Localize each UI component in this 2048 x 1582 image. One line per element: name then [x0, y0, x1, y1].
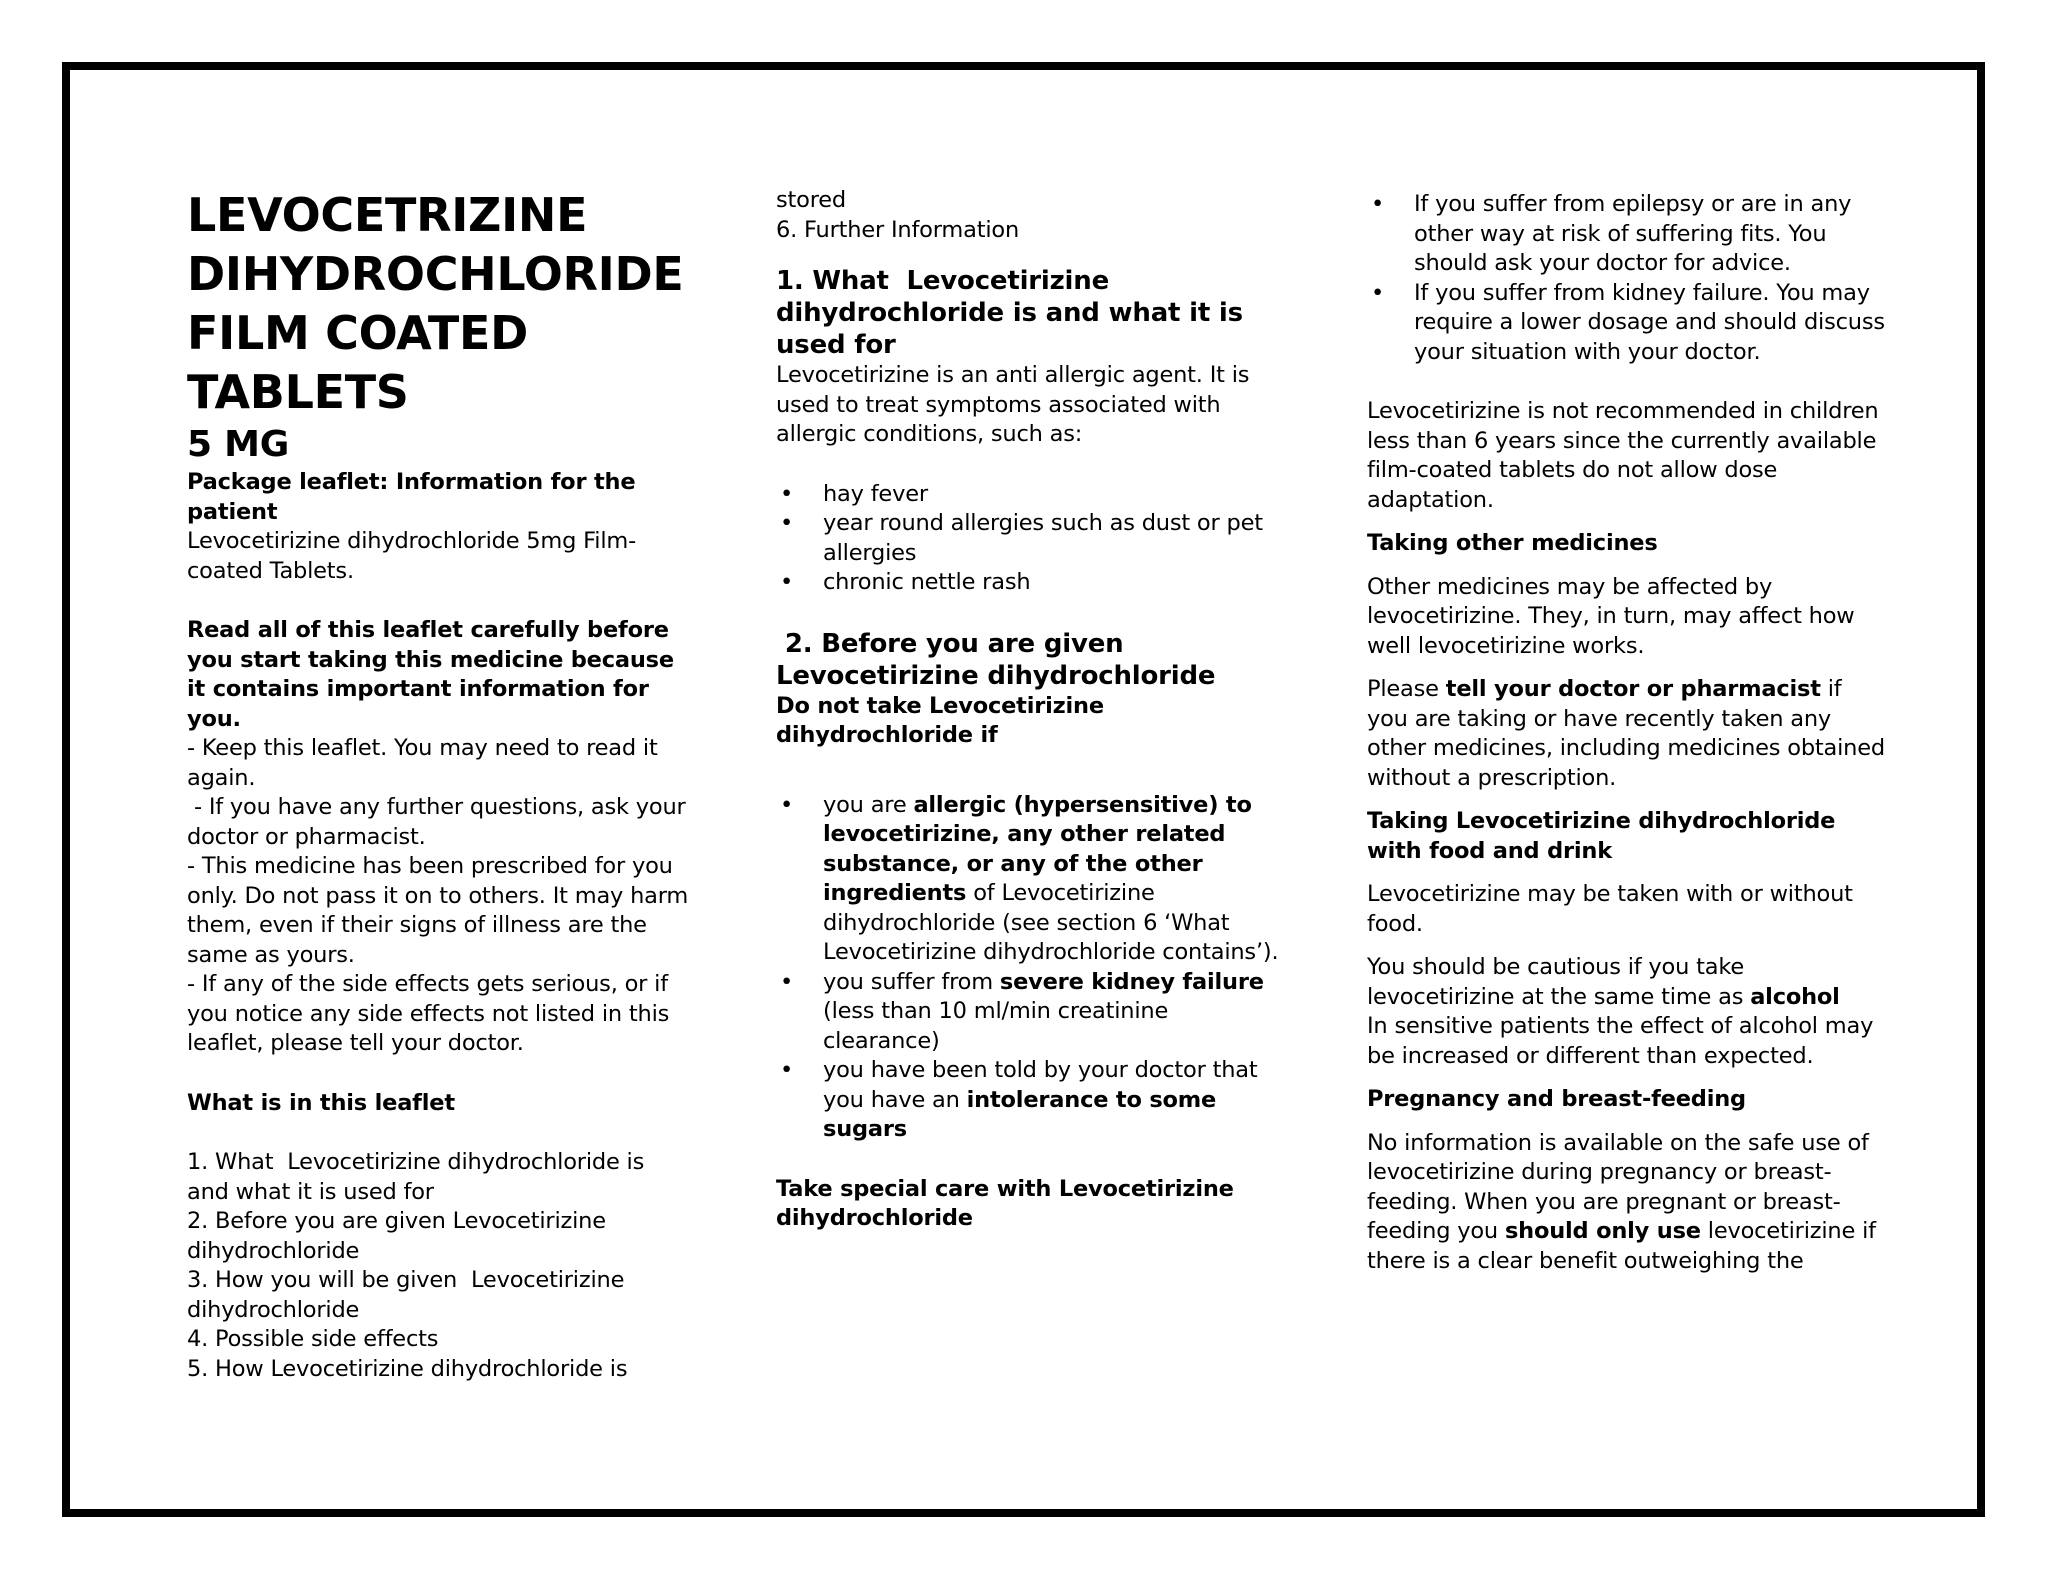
special-care-list	[1367, 190, 1887, 367]
contents-item: 5. How Levocetirizine dihydrochloride is	[187, 1355, 628, 1382]
children-note: Levocetirizine is not recommended in children less than 6 years since the currently available film-coated tablets do not allow dose adaptation.	[1367, 398, 1879, 513]
contents-item: 1. What Levocetirizine dihydrochloride is and what it is used for	[187, 1149, 652, 1205]
title-line: LEVOCETRIZINE	[187, 188, 588, 242]
strength: 5 MG	[187, 424, 290, 465]
column-1	[187, 186, 692, 1384]
do-not-take-heading: Do not take Levocetirizine dihydrochloride if	[776, 692, 1104, 748]
advice-item: - If you have any further questions, ask your doctor or pharmacist.	[187, 794, 693, 850]
special-care-heading: Take special care with Levocetirizine dihydrochloride	[776, 1175, 1234, 1231]
title-line: FILM COATED	[187, 306, 528, 360]
pregnancy-text: No information is available on the safe use of levocetirizine during pregnancy or breast-feeding. When you are pregnant or breast-feeding you should only use levocetirizine if there is a clear benefit outweighing the	[1367, 1129, 1876, 1274]
contents-item: 6. Further Information	[776, 216, 1020, 243]
uses-list	[776, 480, 1286, 598]
list-item: • If you suffer from kidney failure. You may require a lower dosage and should discuss your situation with your doctor.	[1367, 279, 1887, 368]
list-item: • chronic nettle rash	[776, 568, 1286, 598]
pregnancy-heading: Pregnancy and breast-feeding	[1367, 1086, 1746, 1112]
section-1-body: Levocetirizine is an anti allergic agent. It is used to treat symptoms associated with allergic conditions, such as:	[776, 362, 1250, 447]
advice-item: - Keep this leaflet. You may need to read it again.	[187, 735, 658, 791]
contents-item: 3. How you will be given Levocetirizine dihydrochloride	[187, 1267, 632, 1323]
contraindication-list	[776, 791, 1286, 1145]
leaflet-heading: Package leaflet: Information for the patient	[187, 469, 636, 525]
column-2	[776, 186, 1286, 1234]
product-name: Levocetirizine dihydrochloride 5mg Film-coated Tablets.	[187, 528, 637, 584]
contents-heading: What is in this leaflet	[187, 1089, 455, 1116]
section-2-heading: 2. Before you are given Levocetirizine dihydrochloride	[776, 628, 1216, 691]
food-heading: Taking Levocetirizine dihydrochloride with food and drink	[1367, 808, 1836, 864]
contents-item: stored	[776, 187, 846, 213]
title-line: TABLETS	[187, 365, 409, 419]
list-item: • you suffer from severe kidney failure (less than 10 ml/min creatinine clearance)	[776, 968, 1286, 1057]
column-3	[1367, 190, 1887, 1276]
list-item: • If you suffer from epilepsy or are in any other way at risk of suffering fits. You should ask your doctor for advice.	[1367, 190, 1887, 279]
list-item: • year round allergies such as dust or pet allergies	[776, 509, 1286, 568]
read-heading: Read all of this leaflet carefully before you start taking this medicine because it contains important information for you.	[187, 617, 674, 732]
advice-item: - This medicine has been prescribed for you only. Do not pass it on to others. It may harm them, even if their signs of illness are the same as yours.	[187, 853, 689, 968]
section-1-heading: 1. What Levocetirizine dihydrochloride is and what it is used for	[776, 266, 1252, 360]
list-item: • you have been told by your doctor that you have an intolerance to some sugars	[776, 1056, 1286, 1145]
contents-item: 4. Possible side effects	[187, 1326, 439, 1352]
list-item: • hay fever	[776, 480, 1286, 510]
contents-item: 2. Before you are given Levocetirizine dihydrochloride	[187, 1208, 606, 1264]
alcohol-text: You should be cautious if you take levocetirizine at the same time as alcohol In sensitive patients the effect of alcohol may be increased or different than expected.	[1367, 954, 1874, 1069]
food-body: Levocetirizine may be taken with or without food.	[1367, 881, 1853, 937]
tell-doctor-text: Please tell your doctor or pharmacist if you are taking or have recently taken any other medicines, including medicines obtained without a prescription.	[1367, 676, 1885, 791]
list-item: • you are allergic (hypersensitive) to levocetirizine, any other related substance, or any of the other ingredients of Levocetirizine dihydrochloride (see section 6 ‘What Levocetirizine dihydrochloride contains’).	[776, 791, 1286, 968]
advice-item: - If any of the side effects gets serious, or if you notice any side effects not listed in this leaflet, please tell your doctor.	[187, 971, 670, 1056]
other-medicines-body: Other medicines may be affected by levocetirizine. They, in turn, may affect how well levocetirizine works.	[1367, 573, 1855, 659]
other-medicines-heading: Taking other medicines	[1367, 530, 1658, 556]
title-line: DIHYDROCHLORIDE	[187, 247, 684, 301]
